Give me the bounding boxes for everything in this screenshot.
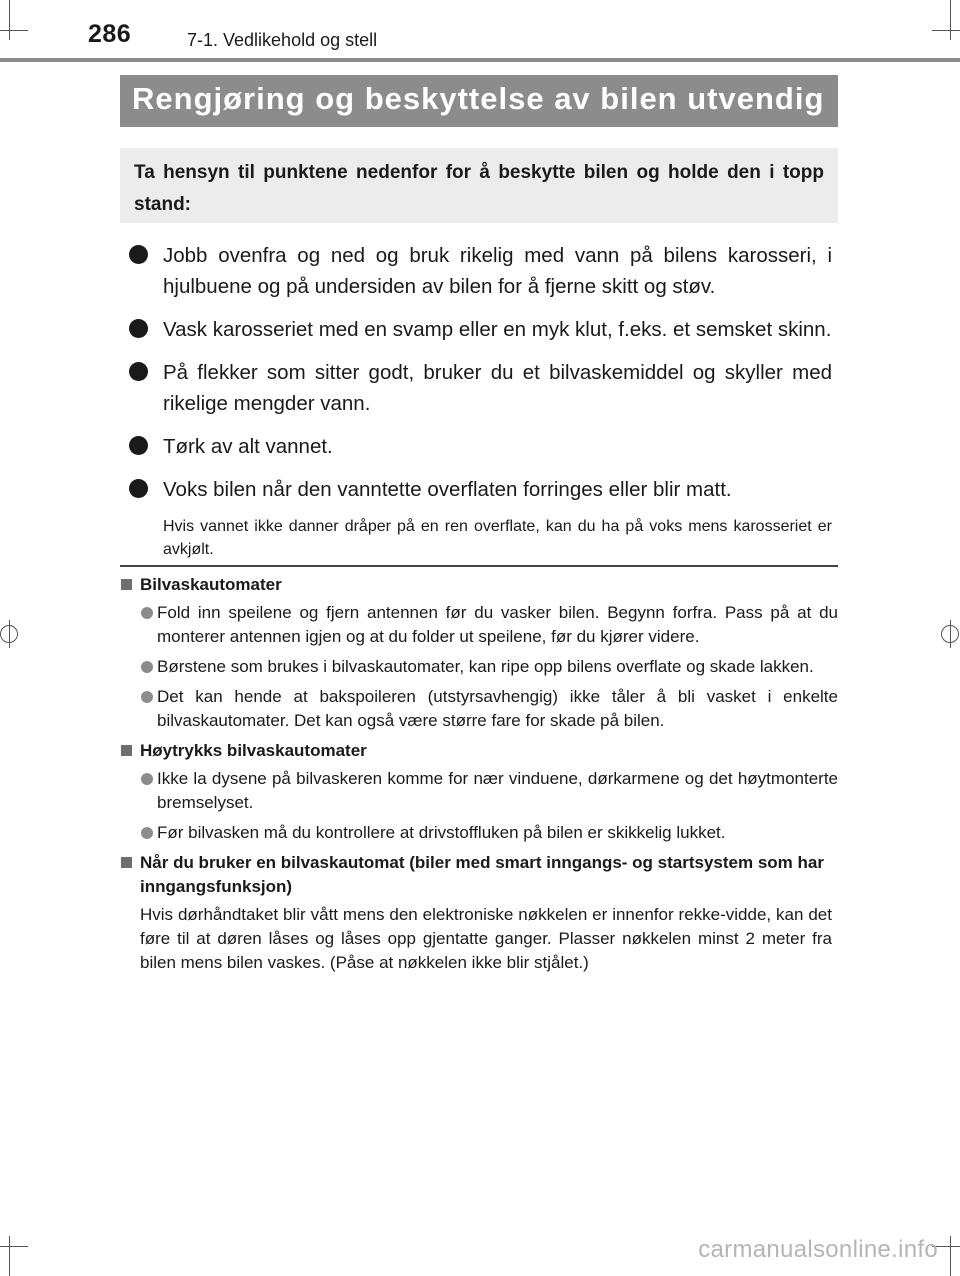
circle-bullet-icon [141, 773, 153, 785]
list-item: Børstene som brukes i bilvaskautomater, kan ripe opp bilens overflate og skade lakken. [120, 655, 838, 679]
crop-mark-mid-right [932, 620, 960, 648]
circle-bullet-icon [141, 661, 153, 673]
list-item: Ikke la dysene på bilvaskeren komme for nær vinduene, dørkarmene og det høytmonterte bremselyset. [120, 767, 838, 815]
crop-mark-top-right [932, 0, 960, 40]
notes-section [120, 573, 838, 975]
bullet-item: Vask karosseriet med en svamp eller en myk klut, f.eks. et semsket skinn. [126, 314, 838, 345]
circle-bullet-icon [141, 827, 153, 839]
square-bullet-icon [121, 745, 132, 756]
title-bar [120, 75, 838, 127]
crop-mark-top-left [0, 0, 28, 40]
bullet-note: Hvis vannet ikke danner dråper på en ren overflate, kan du ha på voks mens karosseriet er avkjølt. [163, 518, 832, 558]
section-label: 7-1. Vedlikehold og stell [187, 30, 378, 50]
bullet-icon [129, 319, 148, 338]
bullet-item: Tørk av alt vannet. [126, 431, 838, 462]
bullet-item: Jobb ovenfra og ned og bruk rikelig med vann på bilens karosseri, i hjulbuene og på undersiden av bilen for å fjerne skitt og støv. [126, 240, 838, 302]
heading-car-wash: Bilvaskautomater [120, 573, 838, 597]
list-item: Fold inn speilene og fjern antennen før du vasker bilen. Begynn forfra. Pass på at du monterer antennen igjen og at du folder ut speilene, før du kjører videre. [120, 601, 838, 649]
page-number: 286 [88, 20, 132, 48]
bullet-list [126, 240, 838, 561]
bullet-icon [129, 245, 148, 264]
heading-high-pressure: Høytrykks bilvaskautomater [120, 739, 838, 763]
square-bullet-icon [121, 857, 132, 868]
page-title: Rengjøring og beskyttelse av bilen utvendig [132, 81, 825, 116]
bullet-item: Voks bilen når den vanntette overflaten forringes eller blir matt. [126, 474, 838, 505]
section-divider [120, 565, 838, 567]
list-item: Før bilvasken må du kontrollere at drivstoffluken på bilen er skikkelig lukket. [120, 821, 838, 845]
crop-mark-mid-left [0, 620, 28, 648]
smart-entry-paragraph: Hvis dørhåndtaket blir vått mens den elektroniske nøkkelen er innenfor rekke-vidde, kan det føre til at døren låses og låses opp gjentatte ganger. Plasser nøkkelen minst 2 meter fra bilen mens bilen vaskes. (Påse at nøkkelen ikke blir stjålet.) [140, 905, 832, 972]
intro-box: Ta hensyn til punktene nedenfor for å beskytte bilen og holde den i topp stand: [120, 148, 838, 223]
square-bullet-icon [121, 579, 132, 590]
circle-bullet-icon [141, 691, 153, 703]
list-item: Det kan hende at bakspoileren (utstyrsavhengig) ikke tåler å bli vasket i enkelte bilvaskautomater. Det kan også være større fare for skade på bilen. [120, 685, 838, 733]
header-rule [0, 58, 960, 62]
crop-mark-bottom-left [0, 1236, 28, 1276]
circle-bullet-icon [141, 607, 153, 619]
watermark: carmanualsonline.info [698, 1236, 938, 1263]
bullet-icon [129, 362, 148, 381]
bullet-icon [129, 479, 148, 498]
bullet-item: På flekker som sitter godt, bruker du et bilvaskemiddel og skyller med rikelige mengder vann. [126, 357, 838, 419]
heading-smart-entry: Når du bruker en bilvaskautomat (biler med smart inngangs- og startsystem som har inngangsfunksjon) [120, 851, 838, 899]
bullet-icon [129, 436, 148, 455]
